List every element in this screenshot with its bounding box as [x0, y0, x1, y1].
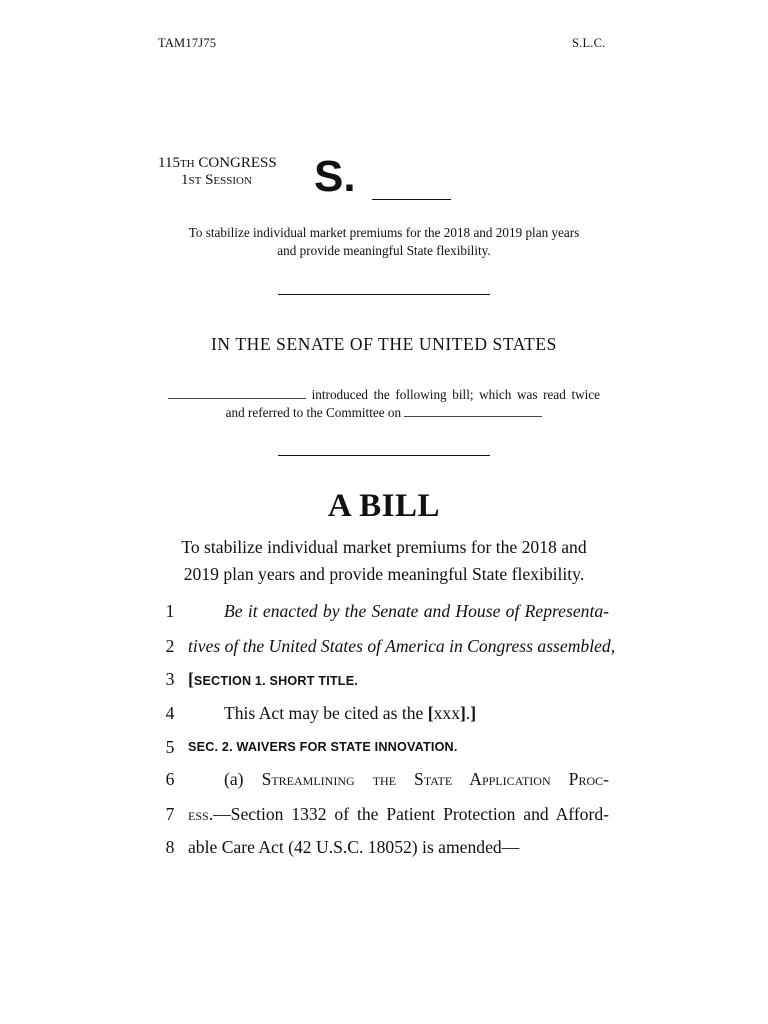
congress-number: 115: [158, 155, 180, 171]
congress-ordinal: TH: [179, 158, 195, 170]
line-number-2: 2: [165, 636, 175, 656]
purpose-statement: [0, 534, 768, 588]
section-1-heading: [188, 669, 609, 691]
enacting-clause-line-2: tives of the United States of America in Congress assembled,: [188, 636, 616, 656]
bill-title: A BILL: [327, 488, 441, 524]
purpose-line-2: 2019 plan years and provide meaningful State flexibility.: [183, 564, 585, 584]
line-number-6: 6: [165, 769, 175, 789]
short-title-text: [188, 703, 609, 723]
divider-bottom: [278, 455, 490, 456]
subsection-a-title-end: ess: [188, 804, 209, 824]
introduction-part-1: introduced the following bill; which was read twice: [311, 387, 600, 402]
chamber-heading: IN THE SENATE OF THE UNITED STATES: [211, 334, 557, 354]
line-number-4: 4: [165, 703, 175, 723]
line-number-8: 8: [165, 837, 175, 857]
section-2-heading: SEC. 2. WAIVERS FOR STATE INNOVATION.: [188, 740, 458, 754]
subsection-a-text-line-1: [188, 804, 609, 824]
congress-word: CONGRESS: [198, 155, 277, 171]
office-code: S.L.C.: [572, 36, 606, 50]
sponsor-blank: [168, 387, 306, 399]
subsection-a-heading: [188, 769, 609, 789]
congress-label: [158, 155, 277, 173]
purpose-line-1: To stabilize individual market premiums for the 2018 and: [181, 537, 587, 557]
section-1-title: SECTION 1. SHORT TITLE.: [193, 674, 358, 688]
introduction-text: [168, 386, 600, 422]
bill-number-blank: [372, 199, 451, 200]
document-code: TAM17J75: [158, 36, 217, 50]
bracket-close: ]: [460, 703, 466, 723]
purpose-caption: [0, 224, 768, 260]
subsection-a-marker: (a): [224, 769, 262, 789]
introduction-part-2: and referred to the Committee on: [225, 405, 402, 420]
short-title-placeholder: xxx: [433, 703, 460, 723]
short-title-lead: This Act may be cited as the: [224, 703, 428, 723]
line-number-1: 1: [165, 601, 175, 621]
short-title-period: .: [465, 703, 471, 723]
bracket-close: ]: [470, 703, 477, 723]
line-number-7: 7: [165, 804, 175, 824]
committee-blank: [404, 405, 542, 417]
bracket-open: [: [427, 703, 434, 723]
session-ordinal: ST: [188, 175, 202, 187]
divider-top: [278, 294, 490, 295]
purpose-caption-line-2: and provide meaningful State flexibility.: [277, 243, 491, 258]
bracket-open: [: [188, 669, 194, 689]
line-number-5: 5: [165, 737, 175, 757]
subsection-a-text-line-2: able Care Act (42 U.S.C. 18052) is amended—: [188, 837, 520, 857]
session-word: Session: [205, 172, 252, 188]
line-number-3: 3: [165, 669, 175, 689]
session-label: [181, 172, 252, 190]
bill-prefix: S.: [314, 152, 356, 201]
enacting-clause-line-1: Be it enacted by the Senate and House of Representa-: [224, 601, 609, 621]
session-number: 1: [181, 172, 189, 188]
subsection-a-body-1: .—Section 1332 of the Patient Protection and Afford-: [208, 804, 609, 824]
subsection-a-title: Streamlining the State Application Proc-: [261, 769, 609, 789]
purpose-caption-line-1: To stabilize individual market premiums for the 2018 and 2019 plan years: [188, 225, 580, 240]
